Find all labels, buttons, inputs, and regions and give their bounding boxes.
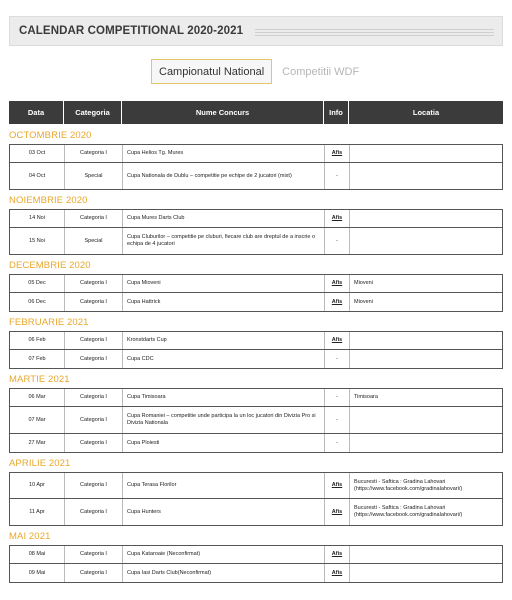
cell-location bbox=[350, 210, 502, 227]
cell-category: Categoria I bbox=[65, 293, 123, 311]
cell-info: - bbox=[325, 350, 350, 368]
cell-location: Mioveni bbox=[354, 298, 373, 305]
month-heading: NOIEMBRIE 2020 bbox=[9, 195, 88, 206]
cell-info: - bbox=[325, 389, 350, 406]
tab-competitii-wdf[interactable]: Competitii WDF bbox=[282, 65, 360, 78]
table-row bbox=[9, 564, 503, 583]
competition-tabs bbox=[151, 59, 359, 84]
cell-category: Categoria I bbox=[65, 210, 123, 227]
title-stripes-decoration bbox=[255, 27, 494, 36]
cell-name: Cupa Nationala de Dublu – competitie pe echipe de 2 jucatori (mixt) bbox=[123, 163, 325, 189]
cell-date: 08 Mai bbox=[10, 546, 65, 563]
afis-link[interactable]: Afis bbox=[325, 145, 350, 162]
table-row bbox=[9, 228, 503, 255]
calendar-table bbox=[9, 101, 503, 583]
cell-info: - bbox=[325, 228, 350, 254]
cell-category: Categoria I bbox=[65, 145, 123, 162]
cell-name: Cupa CDC bbox=[123, 350, 325, 368]
month-heading: APRILIE 2021 bbox=[9, 458, 71, 469]
cell-name: Cupa Mures Darts Club bbox=[123, 210, 325, 227]
cell-date: 04 Oct bbox=[10, 163, 65, 189]
cell-category: Categoria I bbox=[65, 546, 123, 563]
cell-location: Mioveni bbox=[354, 280, 373, 287]
cell-date: 07 Mar bbox=[10, 407, 65, 433]
cell-location bbox=[350, 163, 502, 189]
cell-name: Cupa Cluburilor – competitie pe cluburi, fiecare club are dreptul de a inscrie o echipa de 4 jucatori bbox=[123, 228, 325, 254]
cell-location bbox=[350, 332, 502, 349]
cell-name: Kronstdarts Cup bbox=[123, 332, 325, 349]
cell-category: Categoria I bbox=[65, 389, 123, 406]
afis-link[interactable]: Afis bbox=[325, 293, 350, 311]
cell-date: 09 Mai bbox=[10, 564, 65, 582]
table-row bbox=[9, 163, 503, 190]
cell-date: 06 Mar bbox=[10, 389, 65, 406]
cell-name: Cupa Ploiesti bbox=[123, 434, 325, 452]
afis-link[interactable]: Afis bbox=[325, 546, 350, 563]
cell-date: 06 Dec bbox=[10, 293, 65, 311]
cell-date: 10 Apr bbox=[10, 473, 65, 498]
afis-link[interactable]: Afis bbox=[325, 275, 350, 292]
cell-category: Categoria I bbox=[65, 499, 123, 525]
table-row bbox=[9, 434, 503, 453]
header-date: Data bbox=[9, 101, 64, 124]
cell-date: 11 Apr bbox=[10, 499, 65, 525]
table-row bbox=[9, 407, 503, 434]
cell-info: - bbox=[325, 163, 350, 189]
cell-location bbox=[350, 564, 502, 582]
afis-link[interactable]: Afis bbox=[325, 210, 350, 227]
cell-category: Categoria I bbox=[65, 332, 123, 349]
cell-info: - bbox=[325, 434, 350, 452]
cell-category: Special bbox=[65, 163, 123, 189]
table-header bbox=[9, 101, 503, 125]
header-name: Nume Concurs bbox=[122, 101, 324, 124]
cell-name: Cupa Timisoara bbox=[123, 389, 325, 406]
afis-link[interactable]: Afis bbox=[325, 564, 350, 582]
afis-link[interactable]: Afis bbox=[325, 332, 350, 349]
month-heading: OCTOMBRIE 2020 bbox=[9, 130, 92, 141]
cell-location bbox=[350, 546, 502, 563]
cell-name: Cupa Hunters bbox=[123, 499, 325, 525]
page-title-bar bbox=[9, 16, 503, 46]
cell-location bbox=[350, 407, 502, 433]
cell-name: Cupa Terasa Florilor bbox=[123, 473, 325, 498]
tab-campionatul-national[interactable]: Campionatul National bbox=[151, 59, 272, 84]
cell-location bbox=[350, 434, 502, 452]
table-row bbox=[9, 331, 503, 350]
cell-location bbox=[350, 145, 502, 162]
cell-date: 15 Noi bbox=[10, 228, 65, 254]
cell-date: 07 Feb bbox=[10, 350, 65, 368]
cell-name: Cupa Mioveni bbox=[123, 275, 325, 292]
month-heading: MAI 2021 bbox=[9, 531, 51, 542]
table-row bbox=[9, 388, 503, 407]
table-row bbox=[9, 293, 503, 312]
cell-name: Cupa Iasi Darts Club(Neconfirmat) bbox=[123, 564, 325, 582]
cell-date: 03 Oct bbox=[10, 145, 65, 162]
cell-category: Categoria I bbox=[65, 407, 123, 433]
page-title: CALENDAR COMPETITIONAL 2020-2021 bbox=[19, 25, 244, 37]
cell-location bbox=[350, 228, 502, 254]
header-location: Locatia bbox=[412, 108, 440, 117]
month-heading: FEBRUARIE 2021 bbox=[9, 317, 89, 328]
cell-category: Categoria I bbox=[65, 473, 123, 498]
cell-date: 05 Dec bbox=[10, 275, 65, 292]
table-row bbox=[9, 545, 503, 564]
cell-location: Timisoara bbox=[354, 394, 378, 401]
cell-category: Categoria I bbox=[65, 434, 123, 452]
cell-category: Categoria I bbox=[65, 564, 123, 582]
month-heading: DECEMBRIE 2020 bbox=[9, 260, 91, 271]
cell-name: Cupa Kataroaie (Neconfirmat) bbox=[123, 546, 325, 563]
cell-info: - bbox=[325, 407, 350, 433]
header-info: Info bbox=[324, 101, 349, 124]
cell-date: 27 Mar bbox=[10, 434, 65, 452]
cell-category: Categoria I bbox=[65, 275, 123, 292]
table-row bbox=[9, 209, 503, 228]
cell-location bbox=[350, 350, 502, 368]
cell-date: 14 Noi bbox=[10, 210, 65, 227]
table-row bbox=[9, 350, 503, 369]
table-row bbox=[9, 472, 503, 499]
cell-date: 06 Feb bbox=[10, 332, 65, 349]
cell-category: Categoria I bbox=[65, 350, 123, 368]
table-row bbox=[9, 144, 503, 163]
cell-name: Cupa Helios Tg. Mures bbox=[123, 145, 325, 162]
cell-name: Cupa Romaniei – competitie unde participa la un loc jucatori din Divizia Pro si Divizia Nationala bbox=[123, 407, 325, 433]
month-heading: MARTIE 2021 bbox=[9, 374, 70, 385]
afis-link[interactable]: Afis bbox=[325, 499, 350, 525]
table-row bbox=[9, 274, 503, 293]
table-row bbox=[9, 499, 503, 526]
cell-location: Bucuresti - Saftica : Gradina Lahovari (https://www.facebook.com/gradinalahovari/) bbox=[354, 505, 463, 518]
cell-name: Cupa Hattrick bbox=[123, 293, 325, 311]
cell-category: Special bbox=[65, 228, 123, 254]
afis-link[interactable]: Afis bbox=[325, 473, 350, 498]
header-category: Categoria bbox=[64, 101, 122, 124]
cell-location: Bucuresti - Saftica : Gradina Lahovari (https://www.facebook.com/gradinalahovari/) bbox=[354, 478, 463, 492]
